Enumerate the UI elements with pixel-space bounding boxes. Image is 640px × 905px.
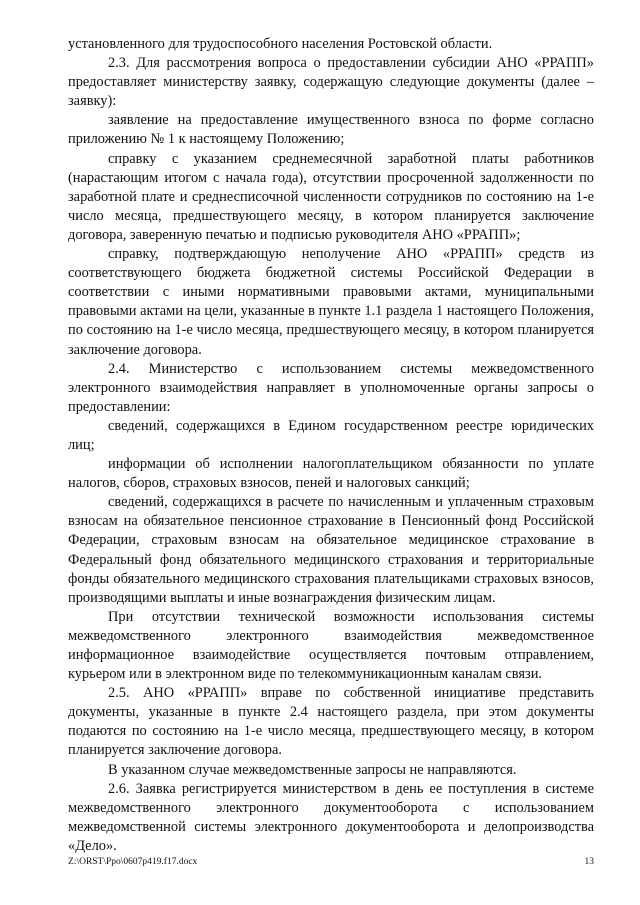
footer-page-number: 13 xyxy=(584,857,594,867)
paragraph: При отсутствии технической возможности использования системы межведомственного электронного взаимодействия межведомственное информационное взаимодействие осуществляется почтовым отправлением, курьером или в электронном виде по телекоммуникационным каналам связи. xyxy=(68,608,594,683)
page-footer xyxy=(68,856,594,868)
paragraph: 2.3. Для рассмотрения вопроса о предоставлении субсидии АНО «РРАПП» предоставляет министерству заявку, содержащую следующие документы (далее – заявку): xyxy=(68,55,594,110)
paragraph: установленного для трудоспособного населения Ростовской области. xyxy=(68,36,493,52)
paragraph: информации об исполнении налогоплательщиком обязанности по уплате налогов, сборов, страховых взносов, пеней и налоговых санкций; xyxy=(68,456,594,492)
paragraph: справку, подтверждающую неполучение АНО «РРАПП» средств из соответствующего бюджета бюджетной системы Российской Федерации в соответствии с иными нормативными правовыми актами, муниципальными правовыми актами на цели, указанные в пункте 1.1 раздела 1 настоящего Положения, по состоянию на 1-е число месяца, предшествующего месяцу, в котором планируется заключение договора. xyxy=(68,246,594,358)
paragraph: заявление на предоставление имущественного взноса по форме согласно приложению № 1 к настоящему Положению; xyxy=(68,112,594,148)
paragraph: сведений, содержащихся в Едином государственном реестре юридических лиц; xyxy=(68,417,594,453)
paragraph: справку с указанием среднемесячной заработной платы работников (нарастающим итогом с начала года), отсутствии просроченной задолженности по заработной плате и среднесписочной численности сотрудников по состоянию на 1-е число месяца, предшествующего месяцу, в котором планируется заключение договора, заверенную печатью и подписью руководителя АНО «РРАПП»; xyxy=(68,150,594,243)
paragraph: 2.5. АНО «РРАПП» вправе по собственной инициативе представить документы, указанные в пункте 2.4 настоящего раздела, при этом документы подаются по состоянию на 1-е число месяца, предшествующего месяцу, в котором планируется заключение договора. xyxy=(68,685,594,759)
paragraph: 2.6. Заявка регистрируется министерством в день ее поступления в системе межведомственного электронного документооборота с использованием межведомственной системы электронного документооборота и делопроизводства «Дело». xyxy=(68,780,594,854)
paragraph: 2.4. Министерство с использованием системы межведомственного электронного взаимодействия направляет в уполномоченные органы запросы о предоставлении: xyxy=(68,360,594,415)
document-body xyxy=(68,35,594,856)
paragraph: В указанном случае межведомственные запросы не направляются. xyxy=(108,761,517,778)
footer-file-path: Z:\ORST\Ppo\0607p419.f17.docx xyxy=(68,857,198,867)
paragraph: сведений, содержащихся в расчете по начисленным и уплаченным страховым взносам на обязательное пенсионное страхование в Пенсионный фонд Российской Федерации, страховым взносам на обязательное медицинское страхование в Федеральный фонд обязательного медицинского страхования и территориальные фонды обязательного медицинского страхования плательщиками страховых взносов, производящими выплаты и иные вознаграждения физическим лицам. xyxy=(68,494,594,606)
